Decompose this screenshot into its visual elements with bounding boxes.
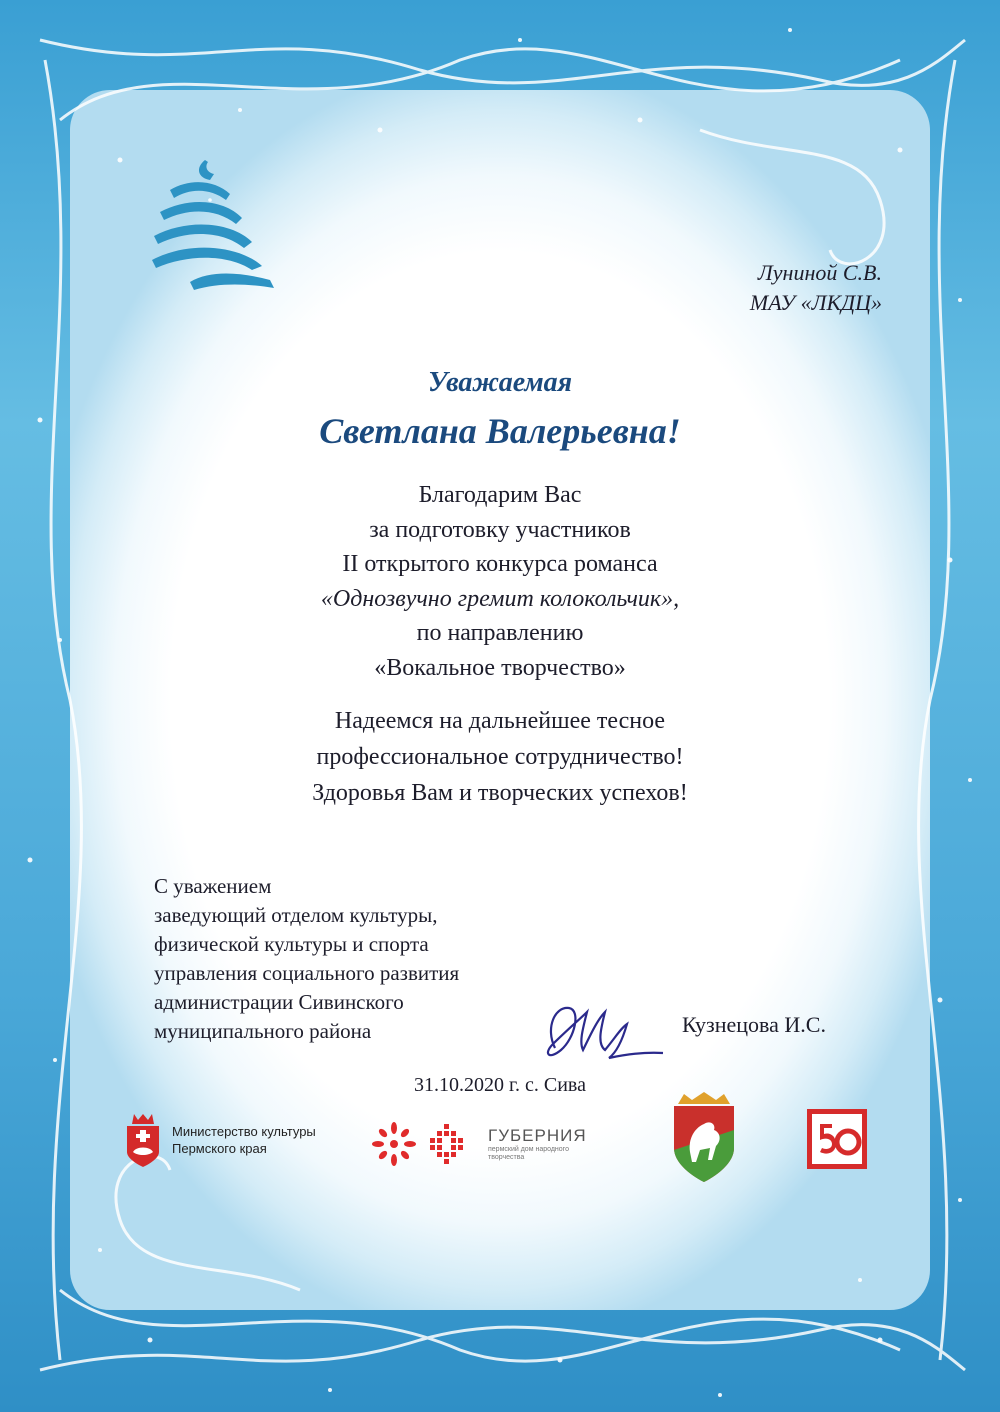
anniversary-badge-icon xyxy=(806,1108,868,1170)
sign-line: управления социального развития xyxy=(154,961,460,985)
ministry-line1: Министерство культуры xyxy=(172,1124,316,1139)
wish-line: Здоровья Вам и творческих успехов! xyxy=(312,780,688,806)
sign-line: С уважением xyxy=(154,874,272,898)
body-line: по направлению xyxy=(416,620,584,646)
perm-coat-of-arms-icon xyxy=(124,1112,162,1168)
guberniya-text xyxy=(488,1126,587,1162)
guberniya-ornament-icon xyxy=(372,1120,478,1168)
body-line: II открытого конкурса романса xyxy=(342,551,658,577)
wish-line: профессиональное сотрудничество! xyxy=(316,744,684,770)
recipient-org: МАУ «ЛКДЦ» xyxy=(749,290,882,315)
bell-icon xyxy=(150,160,275,290)
guberniya-title: ГУБЕРНИЯ xyxy=(488,1126,587,1145)
signer-name: Кузнецова И.С. xyxy=(682,1012,826,1037)
sign-line: муниципального района xyxy=(154,1019,372,1043)
recipient-block xyxy=(750,258,882,318)
sign-line: администрации Сивинского xyxy=(154,990,404,1014)
body-line: Благодарим Вас xyxy=(418,482,582,508)
ministry-line2: Пермского края xyxy=(172,1141,267,1156)
guberniya-subtitle: пермский дом народного творчества xyxy=(488,1146,569,1161)
guberniya-logo xyxy=(372,1120,587,1168)
salutation-line1: Уважаемая xyxy=(427,367,573,398)
ministry-text xyxy=(172,1123,316,1157)
sign-line: заведующий отделом культуры, xyxy=(154,903,438,927)
date-place: 31.10.2020 г. с. Сива xyxy=(414,1074,586,1096)
wish-line: Надеемся на дальнейшее тесное xyxy=(334,708,666,734)
body-line: за подготовку участников xyxy=(369,516,631,543)
handwritten-signature xyxy=(535,998,665,1068)
ministry-logo xyxy=(124,1112,316,1168)
sign-line: физической культуры и спорта xyxy=(154,932,429,956)
contest-name: «Однозвучно гремит колокольчик», xyxy=(320,585,680,612)
gratitude-text xyxy=(0,478,1000,685)
direction-name: «Вокальное творчество» xyxy=(374,654,626,681)
signature-block xyxy=(154,872,459,1046)
siva-coat-of-arms-icon xyxy=(668,1090,740,1186)
wishes-text xyxy=(0,703,1000,811)
salutation-line2: Светлана Валерьевна! xyxy=(319,411,681,451)
recipient-name: Луниной С.В. xyxy=(757,260,882,285)
